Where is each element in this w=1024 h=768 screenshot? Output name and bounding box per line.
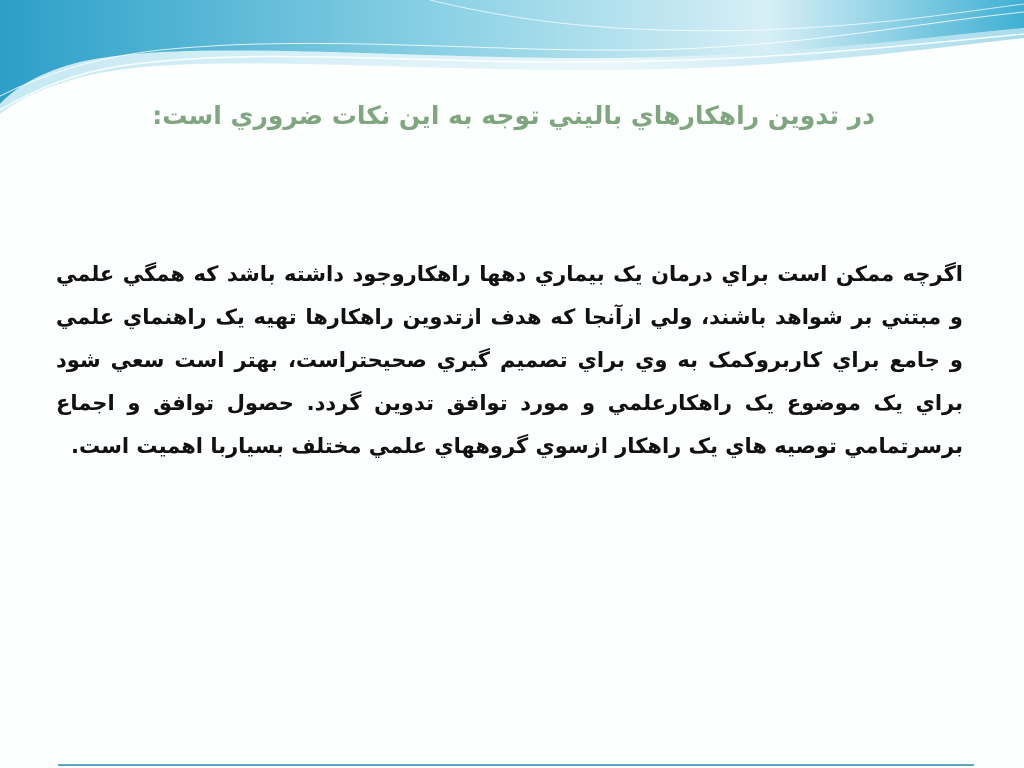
bottom-divider [58,764,974,766]
slide-title: در تدوين راهکارهاي باليني توجه به اين نکات ضروري است: [152,101,875,130]
body-paragraph: اگرچه ممکن است براي درمان يک بيماري دهها راهکاروجود داشته باشد که همگي علمي و مبتني بر شواهد باشند، ولي ازآنجا که هدف ازتدوين راهکارها تهيه يک راهنماي علمي و جامع براي کاربروکمک به وي براي تصميم گيري صحيحتراست، بهتر است سعي شود براي يک موضوع يک راهکارعلمي و مورد توافق تدوين گردد. حصول توافق و اجماع برسرتمامي توصيه هاي يک راهکار ازسوي گروههاي علمي مختلف بسياربا اهميت است. [56,262,963,458]
